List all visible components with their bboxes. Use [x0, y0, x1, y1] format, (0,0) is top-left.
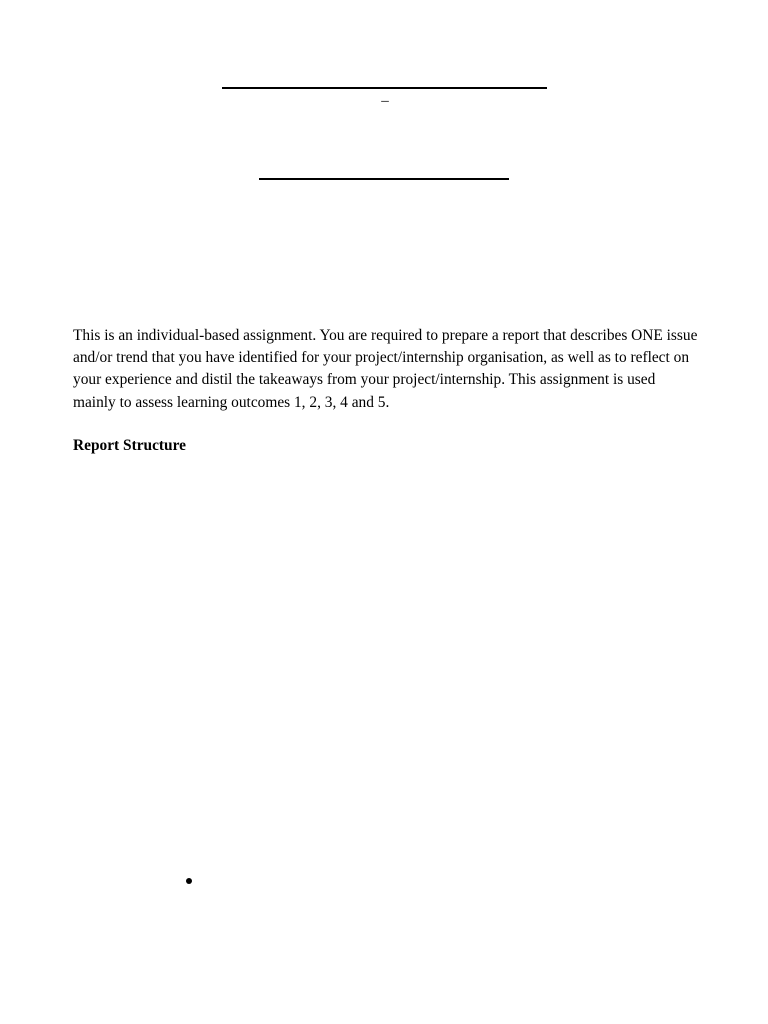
title-underline-rule: [222, 87, 547, 89]
section-heading-report-structure: Report Structure: [73, 437, 186, 454]
subtitle-underline-rule: [259, 178, 509, 180]
title-dash: –: [381, 93, 389, 109]
bullet-point-icon: [186, 878, 192, 884]
intro-paragraph: This is an individual-based assignment. You are required to prepare a report that describes ONE issue and/or trend that you have identified for your project/internship organisation, as well as to reflect on your experience and distil the takeaways from your project/internship. This assignment is used mainly to assess learning outcomes 1, 2, 3, 4 and 5.: [73, 327, 698, 411]
